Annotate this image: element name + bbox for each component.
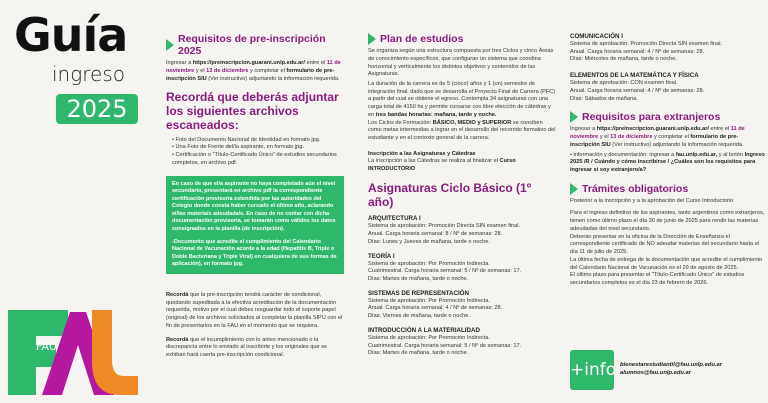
- preinscription-column: [160, 0, 350, 403]
- course-item: SISTEMAS DE REPRESENTACIÓN Sistema de aprobación: Por Promoción Indirecta. Anual. Carga horaria semanal: 4 / Nº de semanas: 28. Días: Viernes de mañana, tarde o noche.: [368, 289, 503, 320]
- list-item: • Foto del Documento Nacional de Identidad en formato jpg.: [172, 137, 350, 145]
- files-section: [166, 91, 350, 167]
- basic-cycle-heading: Asignaturas Ciclo Básico (1º año): [368, 180, 532, 209]
- course-item: ELEMENTOS DE LA MATEMÁTICA Y FÍSICA Sistema de aprobación: CON examen final. Anual. Carga horaria semanal: 4 / Nº de semanas: 28. Días: Sábados de mañana.: [570, 72, 705, 102]
- arrow-right-icon: [166, 39, 174, 51]
- info-badge: +info: [570, 350, 614, 390]
- brand-title: Guía: [14, 8, 128, 62]
- contact-info: [570, 350, 722, 390]
- course-item: ARQUITECTURA I Sistema de aprobación: Promoción Directa SIN examen final. Anual. Carga horaria semanal: 8 / Nº de semanas: 28. Días: Lunes y Jueves de mañana, tarde o noche.: [368, 215, 521, 245]
- course-item: COMUNICACIÓN I Sistema de aprobación: Promoción Directa SIN examen final. Anual. Carga horaria semanal: 4 / Nº de semanas: 28. Días: Miércoles de mañana, tarde o noche.: [570, 33, 723, 63]
- foreigners-link[interactable]: https://preinscripcion.guarani.unlp.edu.ar/: [596, 126, 709, 133]
- arrow-right-icon: [570, 183, 578, 195]
- foreigners-heading: Requisitos para extranjeros: [582, 111, 721, 124]
- files-list: [166, 137, 350, 168]
- plan-section: Plan de estudios Se organiza según una estructura compuesta por tres Ciclos y cinco Áreas de conocimiento específicos, que configuran un sistema que coordina horizontal y verticalmente los distintos objetivos y contenidos de las Asignaturas. La duración de la carrera es de 5 (cinco) años y 1 (un) semestre de integración final, dado que se desarrolla el Proyecto Final de Carrera (PFC) a partir del cual se obtiene el egreso. Contempla 34 asignaturas con una carga total de 4150 hs y permite cursarse con libre elección de cátedras y en tres bandas horarias: mañana, tarde y noche. Los Ciclos de Formación: BÁSICO, MEDIO y SUPERIOR se conciben como metas intermedias a lograr en el desarrollo del recorrido formativo del estudiante y en el contexto general de la carrera.: [368, 33, 556, 141]
- fau-site-link[interactable]: fau.unlp.edu.ar,: [675, 151, 718, 158]
- enrollment-title: Inscripción a las Asignaturas y Cátedras: [368, 150, 476, 157]
- brand-year-badge: 2025: [56, 94, 138, 124]
- foreigners-section: Requisitos para extranjeros Ingresar a https://preinscripcion.guarani.unlp.edu.ar/ entre el 11 de noviembre y el 13 de diciembre y completar el formulario de pre-inscripción SIU (Ver instructivo) adjuntando la información requerida. • información y documentación: ingresar a fau.unlp.edu.ar, y al botón Ingreso 2025 /R / Cuándo y cómo inscribirse / ¿Cuáles son los requisitos para ingresar si soy extranjero/a?: [570, 111, 765, 173]
- list-item: • Certificación o "Título-Certificado Único" de estudios secundarios completos, en archivo pdf.: [172, 152, 350, 167]
- arrow-right-icon: [368, 33, 376, 45]
- enrollment-section: Inscripción a las Asignaturas y Cátedras La inscripción a las Cátedras se realiza al finalizar el Curso INTRODUCTORIO: [368, 150, 516, 173]
- list-item: • Una Foto de Frente del/la aspirante, en formato jpg.: [172, 144, 350, 152]
- plan-heading: Plan de estudios: [380, 33, 464, 45]
- brand-subtitle: ingreso: [52, 62, 125, 86]
- brand-column: [0, 0, 155, 403]
- course-item: TEORÍA I Sistema de aprobación: Por Promoción Indirecta. Cuatrimestral. Carga horaria semanal: 5 / Nº de semanas: 17. Días: Martes de mañana, tarde o noche.: [368, 252, 522, 283]
- plan-column: [364, 0, 556, 403]
- svg-text:FAU: FAU: [36, 340, 57, 353]
- reminder-note: Recordá que la pre-inscripción tendrá carácter de condicional, quedando supeditada a la efectiva acreditación de la documentación requerida, motivo por el cual debes resguardar todo el soporte papel (original) de los archivos solicitados al completar la planilla SIPU con el fin de presentarlos en la FAU en el momento que se requiera.: [166, 291, 343, 329]
- procedures-section: Trámites obligatorios Posterior a la inscripción y a la aprobación del Curso Introductorio Para el ingreso definitivo de los aspirantes, tanto argentinos como extranjeros, tienen como último plazo el día 30 de junio de 2025 para rendir las materias adeudadas del nivel secundario. Deberán presentar en la oficina de la Dirección de Enseñanza el correspondiente certificado de NO adeudar materias del secundario hasta el día 11 de julio de 2025. La última fecha de entrega de la documentación que acredite el cumplimiento del Calendario Nacional de Vacunación es el 29 de agosto de 2025. El último plazo para presentar el "Título-Certificado Único" de estudios secundarios completos es el día 23 de febrero de 2026.: [570, 182, 765, 286]
- foreigners-column: [566, 0, 766, 403]
- procedures-heading: Trámites obligatorios: [582, 182, 689, 195]
- preinscription-heading: Requisitos de pre-inscripción 2025: [178, 33, 326, 58]
- preinscription-link[interactable]: https://preinscripcion.guarani.unlp.edu.ar/: [192, 60, 305, 67]
- files-heading: Recordá que deberás adjuntar los siguientes archivos escaneados:: [166, 90, 339, 132]
- requirements-box: En caso de que el/a aspirante no haya completado aún el nivel secundario, presentará en archivo pdf la correspondiente certificación provisoria extendida por las autoridades del Colegio donde consta haber cursado el último año, aclarando el/las materia/s adeudada/s. En caso de no contar con dicha documentación provisoria, se tomarán como válidos los datos consignados en la planilla (de inscripción). -Documento que acredite el cumplimiento del Calendario Nacional de Vacunación acorde a la edad (Hepatitis B, Triple o Doble Bacteriana y Triple Viral) en cualquiera de sus formas de aplicación), en formato jpg.: [166, 176, 344, 274]
- preinscription-section: Requisitos de pre-inscripción 2025 Ingresar a https://preinscripcion.guarani.unlp.edu.ar/ entre el 11 de noviembre y el 13 de diciembre y completar el formulario de pre-inscripción SIU (Ver instructivo) adjuntando la información requerida.: [166, 33, 350, 83]
- course-item: INTRODUCCIÓN A LA MATERIALIDAD Sistema de aprobación: Por Promoción Indirecta. Cuatrimestral. Carga horaria semanal: 5 / Nº de semanas: 17. Días: Martes de mañana, tarde o noche.: [368, 326, 522, 357]
- email-link[interactable]: bienestarestudiantil@fau.unlp.edu.ar: [620, 362, 722, 369]
- email-link[interactable]: alumnos@fau.unlp.edu.ar: [620, 370, 692, 376]
- reminder-note: Recordá que el incumplimiento con lo antes mencionado o la discrepancia entre lo enviado al inscribirte y los originales que se exhiban hará caerla pre-inscripción condicional.: [166, 336, 328, 358]
- fau-logo-icon: [8, 290, 138, 395]
- arrow-right-icon: [570, 111, 578, 123]
